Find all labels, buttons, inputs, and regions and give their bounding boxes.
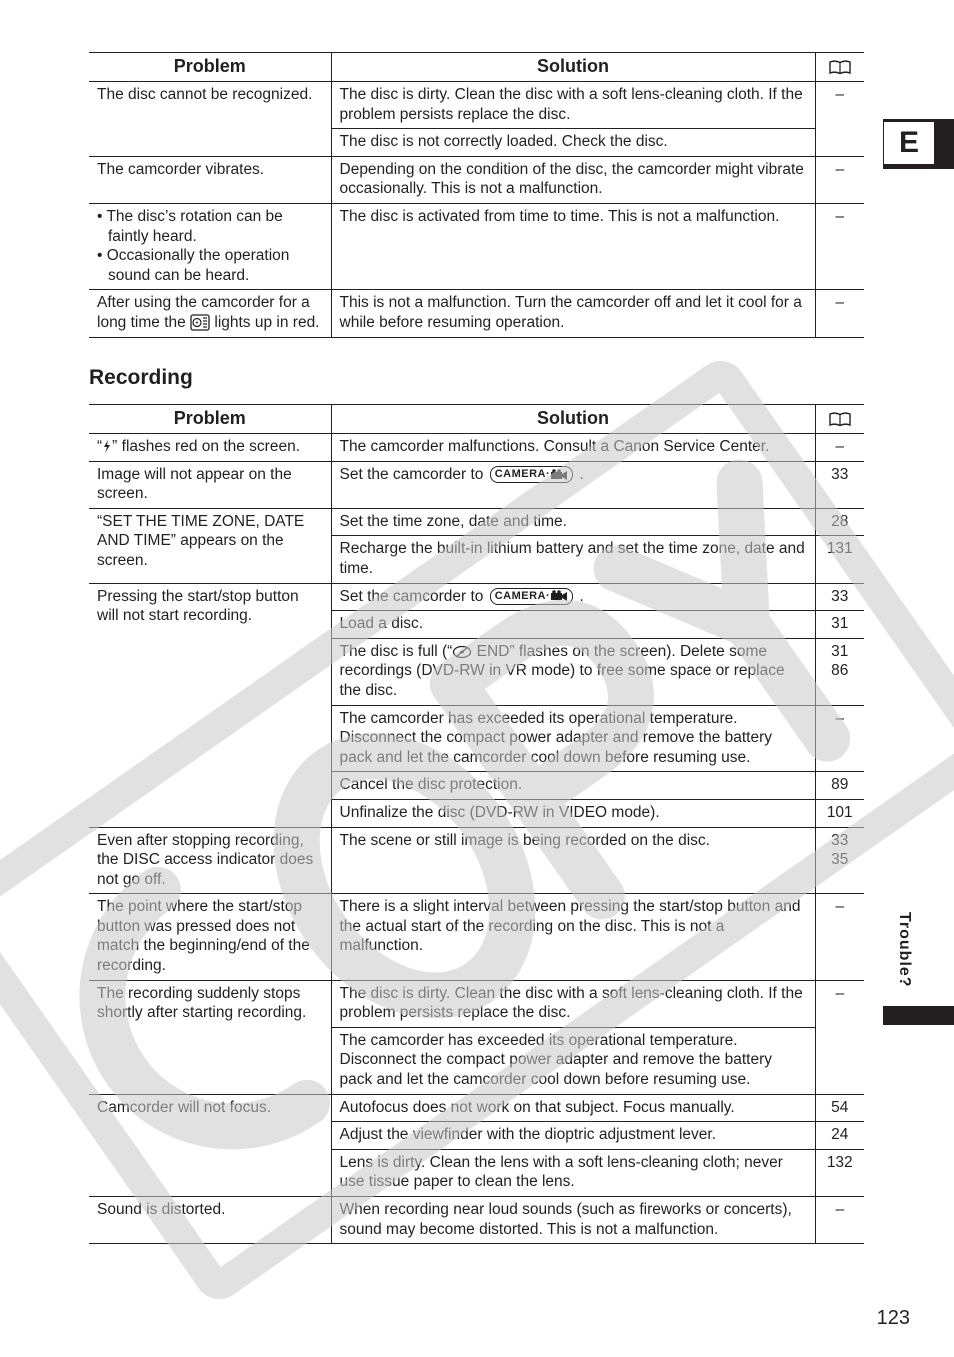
problem-cell: Sound is distorted.: [89, 1197, 331, 1244]
section-title: Recording: [89, 366, 193, 389]
page-reference-header: [815, 405, 864, 434]
solution-cell: [331, 638, 815, 705]
page-ref-cell: –: [815, 82, 864, 157]
language-tab: [883, 119, 954, 169]
camera-mode-badge: [490, 588, 573, 605]
table-row: [89, 894, 864, 980]
table-row: [89, 82, 864, 129]
page-ref-cell: 132: [815, 1149, 864, 1196]
table-row: [89, 290, 864, 337]
book-icon: [829, 59, 851, 75]
solution-cell: Adjust the viewfinder with the dioptric adjustment lever.: [331, 1122, 815, 1150]
solution-cell: This is not a malfunction. Turn the camcorder off and let it cool for a while before resuming operation.: [331, 290, 815, 337]
chapter-marker-bar: [883, 1006, 954, 1025]
problem-cell: “SET THE TIME ZONE, DATE AND TIME” appears on the screen.: [89, 508, 331, 583]
page-ref-cell: –: [815, 894, 864, 980]
problem-cell: The recording suddenly stops shortly after starting recording.: [89, 980, 331, 1094]
list-item: • The disc’s rotation can be faintly heard.: [97, 207, 283, 245]
camera-mode-badge: [490, 466, 573, 483]
solution-cell: Unfinalize the disc (DVD-RW in VIDEO mode).: [331, 799, 815, 827]
disc-end-icon: [452, 645, 472, 659]
page-ref: 31: [831, 642, 849, 660]
mode-badge-label: CAMERA·: [494, 589, 551, 602]
page-ref: 86: [831, 662, 849, 680]
problem-cell: The disc cannot be recognized.: [89, 82, 331, 157]
page-ref-cell: –: [815, 434, 864, 462]
solution-cell: The disc is activated from time to time. This is not a malfunction.: [331, 203, 815, 289]
problem-text: “: [97, 438, 103, 455]
solution-cell: The disc is not correctly loaded. Check the disc.: [331, 129, 815, 157]
problem-header: Problem: [89, 405, 331, 434]
table-row: [89, 434, 864, 462]
solution-text: END” flashes on the screen). Delete some recordings (DVD-RW in VR mode) to free some space or replace the disc.: [339, 642, 785, 699]
solution-cell: When recording near loud sounds (such as fireworks or concerts), sound may become distorted. This is not a malfunction.: [331, 1197, 815, 1244]
page-ref-cell: 131: [815, 536, 864, 583]
solution-text: .: [579, 465, 584, 483]
solution-cell: The camcorder has exceeded its operational temperature. Disconnect the compact power adapter and remove the battery pack and let the camcorder cool down before resuming use.: [331, 705, 815, 772]
page-ref-cell: 24: [815, 1122, 864, 1150]
solution-cell: Autofocus does not work on that subject. Focus manually.: [331, 1094, 815, 1122]
movie-camera-icon: [550, 590, 568, 602]
solution-cell: The camcorder malfunctions. Consult a Canon Service Center.: [331, 434, 815, 462]
table-row: [89, 583, 864, 611]
problem-text: After using the camcorder for a long time the: [97, 294, 310, 331]
mode-badge-label: CAMERA·: [494, 468, 551, 480]
table-row: [89, 827, 864, 894]
page-ref-cell: –: [815, 156, 864, 203]
problem-cell: [89, 434, 331, 462]
page-ref-cell: 101: [815, 799, 864, 827]
table-row: [89, 1094, 864, 1122]
table-row: [89, 156, 864, 203]
page-reference-header: [815, 53, 864, 82]
page-ref-cell: 54: [815, 1094, 864, 1122]
solution-cell: [331, 583, 815, 611]
table-header-row: [89, 53, 864, 82]
solution-cell: Lens is dirty. Clean the lens with a soft lens-cleaning cloth; never use tissue paper to clean the lens.: [331, 1149, 815, 1196]
solution-header: Solution: [331, 53, 815, 82]
page-ref: 33: [831, 831, 849, 849]
page-ref-cell: –: [815, 203, 864, 289]
solution-cell: The camcorder has exceeded its operational temperature. Disconnect the compact power adapter and remove the battery pack and let the camcorder cool down before resuming use.: [331, 1027, 815, 1094]
problem-text: ” flashes red on the screen.: [112, 438, 300, 455]
solution-header: Solution: [331, 405, 815, 434]
page-ref-cell: 33: [815, 461, 864, 508]
language-tab-letter: E: [883, 121, 935, 165]
problem-cell: Image will not appear on the screen.: [89, 461, 331, 508]
page-ref-cell: –: [815, 705, 864, 772]
list-item: • Occasionally the operation sound can be heard.: [97, 247, 290, 284]
page-ref-cell: –: [815, 980, 864, 1094]
page-ref: 35: [831, 851, 849, 869]
solution-cell: Load a disc.: [331, 611, 815, 639]
solution-cell: [331, 461, 815, 508]
problem-cell: The camcorder vibrates.: [89, 156, 331, 203]
problem-cell: [89, 290, 331, 337]
problem-text: lights up in red.: [214, 313, 320, 331]
problem-cell: Even after stopping recording, the DISC access indicator does not go off.: [89, 827, 331, 894]
troubleshooting-table-general: [89, 52, 864, 338]
solution-cell: The disc is dirty. Clean the disc with a soft lens-cleaning cloth. If the problem persists replace the disc.: [331, 82, 815, 129]
page-number: 123: [876, 1307, 910, 1329]
solution-text: Set the camcorder to: [339, 587, 484, 605]
solution-text: The disc is full (“: [339, 642, 453, 660]
page-ref-cell: 33: [815, 583, 864, 611]
problem-header: Problem: [89, 53, 331, 82]
page-ref-cell: 31: [815, 611, 864, 639]
table-row: [89, 1197, 864, 1244]
solution-cell: The disc is dirty. Clean the disc with a soft lens-cleaning cloth. If the problem persists replace the disc.: [331, 980, 815, 1027]
solution-cell: Set the time zone, date and time.: [331, 508, 815, 536]
table-row: [89, 508, 864, 536]
table-row: [89, 461, 864, 508]
solution-cell: Depending on the condition of the disc, the camcorder might vibrate occasionally. This is not a malfunction.: [331, 156, 815, 203]
page-ref-cell: –: [815, 1197, 864, 1244]
book-icon: [829, 411, 851, 427]
table-row: [89, 980, 864, 1027]
problem-cell: Camcorder will not focus.: [89, 1094, 331, 1196]
page-ref-cell: [815, 638, 864, 705]
page-ref-cell: [815, 827, 864, 894]
solution-cell: Recharge the built-in lithium battery and set the time zone, date and time.: [331, 536, 815, 583]
troubleshooting-table-recording: [89, 404, 864, 1244]
page-ref-cell: –: [815, 290, 864, 337]
chapter-label: Trouble?: [896, 912, 913, 988]
solution-text: Set the camcorder to: [339, 465, 484, 483]
problem-cell: Pressing the start/stop button will not start recording.: [89, 583, 331, 827]
solution-text: .: [579, 587, 584, 605]
solution-cell: The scene or still image is being recorded on the disc.: [331, 827, 815, 894]
problem-cell: The point where the start/stop button was pressed does not match the beginning/end of the recording.: [89, 894, 331, 980]
movie-camera-icon: [550, 469, 568, 481]
table-row: [89, 203, 864, 289]
warning-flash-icon: [102, 439, 112, 454]
solution-cell: Cancel the disc protection.: [331, 772, 815, 800]
solution-cell: There is a slight interval between pressing the start/stop button and the actual start of the recording on the disc. This is not a malfunction.: [331, 894, 815, 980]
page-ref-cell: 89: [815, 772, 864, 800]
problem-list: [97, 207, 323, 285]
problem-cell: [89, 203, 331, 289]
table-header-row: [89, 405, 864, 434]
disc-temperature-icon: [190, 314, 210, 331]
page-ref-cell: 28: [815, 508, 864, 536]
